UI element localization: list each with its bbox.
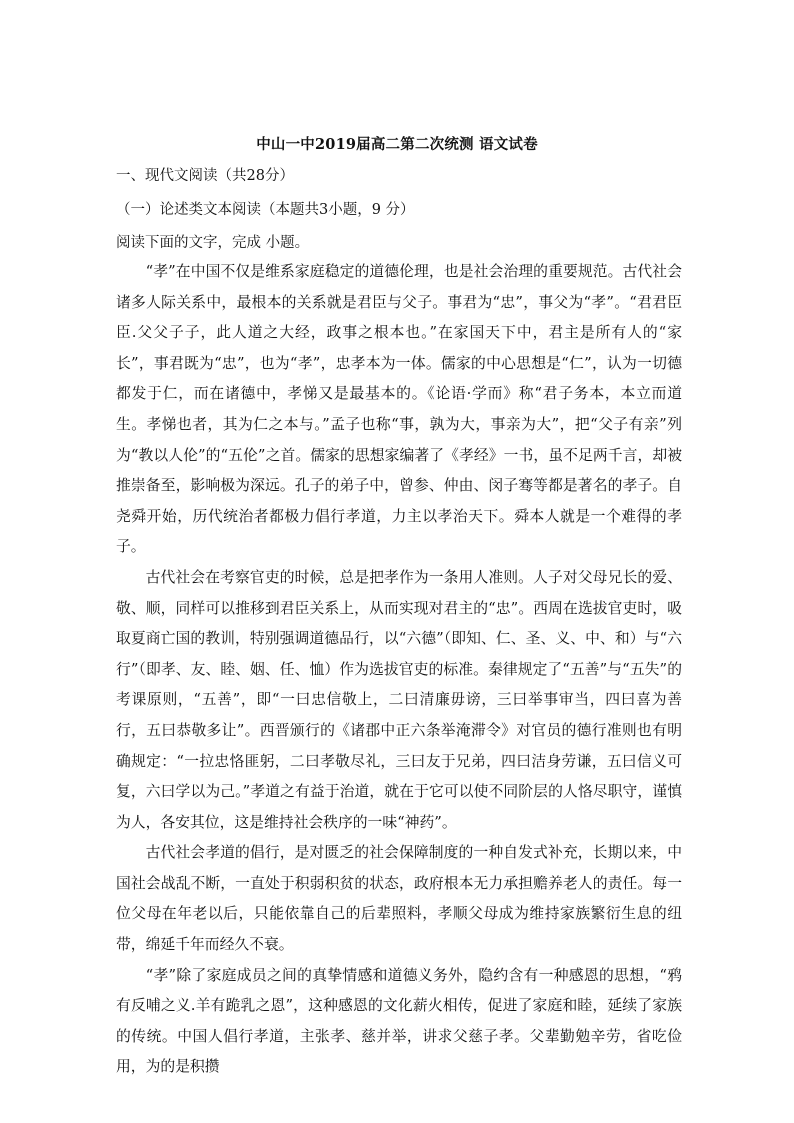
passage-paragraph-3: 古代社会孝道的倡行，是对匮乏的社会保障制度的一种自发式补充，长期以来，中国社会战乱不断，一直处于积弱积贫的状态，政府根本无力承担赡养老人的责任。每一位父母在年老以后，只能依靠自己的后辈照料，孝顺父母成为维持家族繁衍生息的纽带，绵延千年而经久不衰。 — [116, 844, 682, 954]
section-heading: 一、现代文阅读（共28分） — [116, 168, 294, 184]
reading-passage — [116, 257, 682, 1083]
passage-paragraph-4: “孝”除了家庭成员之间的真挚情感和道德义务外，隐约含有一种感恩的思想，“鸦有反哺之义.羊有跪乳之恩”，这种感恩的文化薪火相传，促进了家庭和睦，延续了家族的传统。中国人倡行孝道，主张孝、慈并举，讲求父慈子孝。父辈勤勉辛劳，省吃俭用，为的是积攒 — [116, 966, 682, 1076]
reading-instruction: 阅读下面的文字，完成 小题。 — [116, 235, 310, 251]
subsection-heading: （一）论述类文本阅读（本题共3小题，9 分） — [116, 202, 415, 218]
exam-title: 中山一中2019届高二第二次统测 语文试卷 — [256, 136, 538, 153]
passage-paragraph-1: “孝”在中国不仅是维系家庭稳定的道德伦理，也是社会治理的重要规范。古代社会诸多人际关系中，最根本的关系就是君臣与父子。事君为“忠”，事父为“孝”。“君君臣臣.父父子子，此人道之大经，政事之根本也。”在家国天下中，君主是所有人的“家长”，事君既为“忠”，也为“孝”，忠孝本为一体。儒家的中心思想是“仁”，认为一切德都发于仁，而在诸德中，孝悌又是最基本的。《论语·学而》称“君子务本，本立而道生。孝悌也者，其为仁之本与。”孟子也称“事，孰为大，事亲为大”，把“父子有亲”列为“教以人伦”的“五伦”之首。儒家的思想家编著了《孝经》一书，虽不足两千言，却被推崇备至，影响极为深远。孔子的弟子中，曾参、仲由、闵子骞等都是著名的孝子。自尧舜开始，历代统治者都极力倡行孝道，力主以孝治天下。舜本人就是一个难得的孝子。 — [116, 263, 682, 556]
passage-paragraph-2: 古代社会在考察官吏的时候，总是把孝作为一条用人准则。人子对父母兄长的爱、敬、顺，同样可以推移到君臣关系上，从而实现对君主的“忠”。西周在选拔官吏时，吸取夏商亡国的教训，特别强调道德品行，以“六德”（即知、仁、圣、义、中、和）与“六行”（即孝、友、睦、姻、任、恤）作为选拔官吏的标准。秦律规定了“五善”与“五失”的考课原则，“五善”，即“一曰忠信敬上，二曰清廉毋谤，三曰举事审当，四曰喜为善行，五曰恭敬多让”。西晋颁行的《诸郡中正六条举淹滞令》对官员的德行准则也有明确规定：“一拉忠恪匪躬，二曰孝敬尽礼，三曰友于兄弟，四曰洁身劳谦，五曰信义可复，六曰学以为己。”孝道之有益于治道，就在于它可以使不同阶层的人恪尽职守，谨慎为人，各安其位，这是维持社会秩序的一味“神药”。 — [116, 568, 682, 831]
